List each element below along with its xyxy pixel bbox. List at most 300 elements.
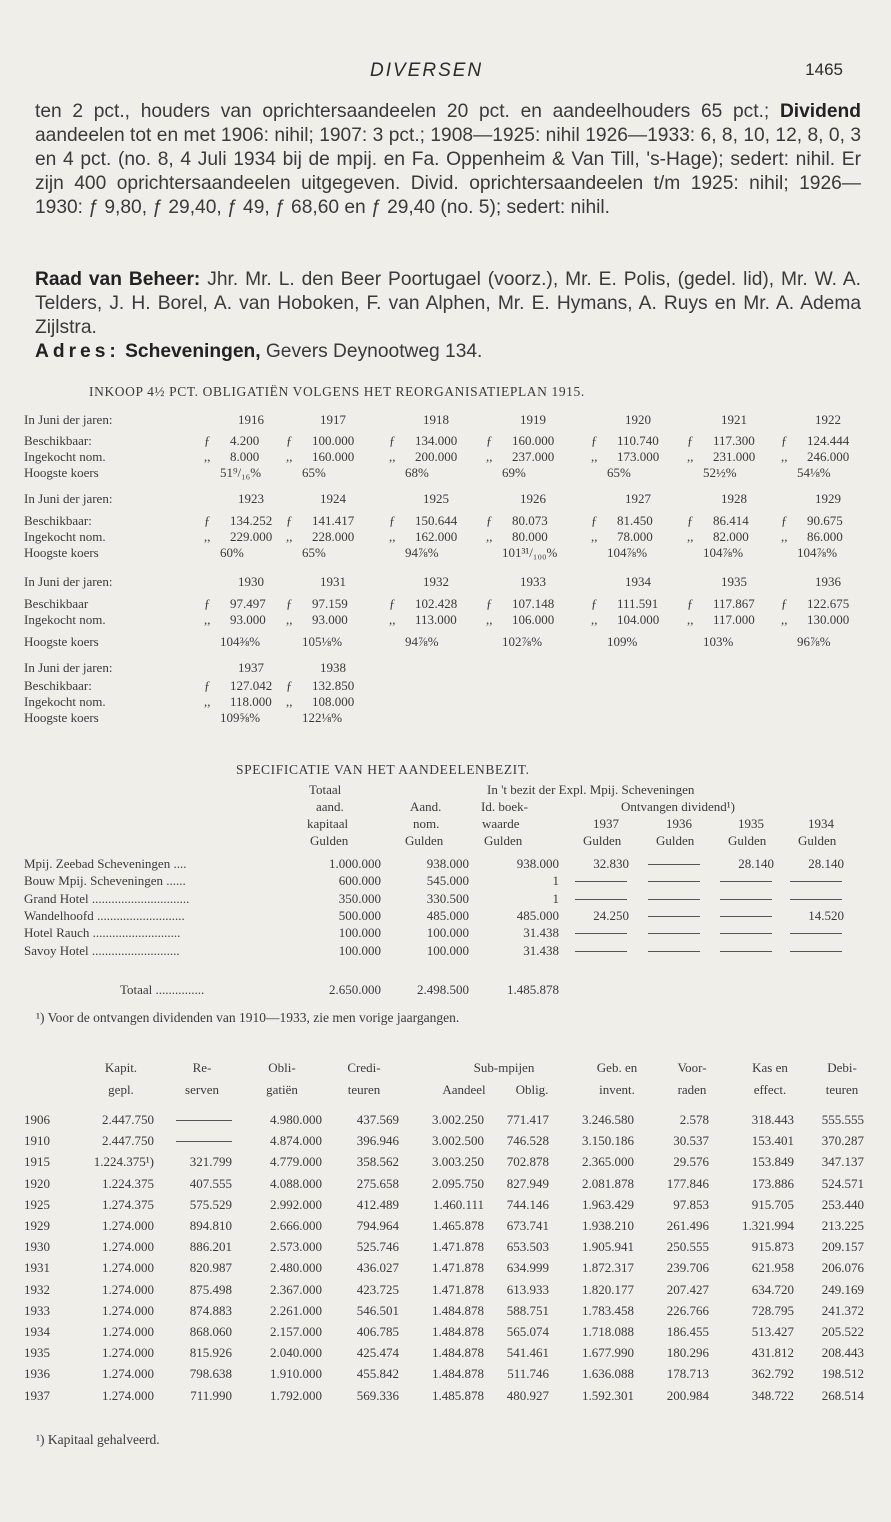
value-cell — [389, 545, 439, 561]
value-text: 127.042 — [230, 678, 273, 693]
balance-row — [24, 1176, 869, 1193]
value-text: 228.000 — [312, 529, 355, 544]
cell-value: 406.785 — [356, 1324, 399, 1339]
year-cell: 1917 — [320, 412, 346, 427]
year-cell: 1935 — [721, 574, 747, 589]
currency-prefix: ,, — [591, 612, 598, 627]
year-row — [24, 491, 869, 507]
year-cell: 1924 — [320, 491, 346, 506]
cell-value: 613.933 — [506, 1282, 549, 1297]
year-row — [24, 412, 869, 428]
cell-value: 455.842 — [356, 1366, 399, 1381]
cell-value: 318.443 — [751, 1112, 794, 1127]
cell-value: 2.261.000 — [270, 1303, 322, 1318]
col-header: invent. — [599, 1082, 635, 1097]
value-text: 113.000 — [415, 612, 457, 627]
currency-prefix: ƒ — [204, 596, 211, 611]
value-cell — [781, 449, 849, 465]
row-year: 1936 — [24, 1366, 50, 1381]
cell-value: 588.751 — [506, 1303, 549, 1318]
cell-value: 321.799 — [189, 1154, 232, 1169]
cell-value: 894.810 — [189, 1218, 232, 1233]
book-value: 31.438 — [523, 925, 559, 940]
kapitaal-value: 350.000 — [338, 891, 381, 906]
cell-value: 746.528 — [506, 1133, 549, 1148]
cell-value: 711.990 — [190, 1388, 232, 1403]
cell-value: 868.060 — [189, 1324, 232, 1339]
spec-row — [24, 925, 869, 941]
year-cell: 1928 — [721, 491, 747, 506]
year-cell: 1921 — [721, 412, 747, 427]
col-header: Sub-mpijen — [473, 1060, 535, 1075]
adres-text: Gevers Deynootweg 134. — [260, 341, 483, 362]
empty-dash — [648, 864, 700, 865]
col-header: gatiën — [266, 1082, 298, 1097]
col-header: effect. — [753, 1082, 787, 1097]
row-label: Ingekocht nom. — [24, 449, 106, 464]
cell-value: 874.883 — [189, 1303, 232, 1318]
cell-value: 1.484.878 — [432, 1345, 484, 1360]
cell-value: 29.576 — [673, 1154, 709, 1169]
cell-value: 1.321.994 — [742, 1218, 794, 1233]
value-text: 141.417 — [312, 513, 355, 528]
value-cell — [486, 449, 554, 465]
value-text: 51⁹/₁₆% — [220, 465, 262, 480]
cell-value: 1.471.878 — [432, 1282, 484, 1297]
dividend-label: Dividend — [779, 101, 861, 122]
page-number: 1465 — [805, 60, 843, 79]
spec-footnote: ¹) Voor de ontvangen dividenden van 1910—1933, zie men vorige jaargangen. — [36, 1010, 460, 1025]
value-cell — [781, 612, 849, 628]
year-cell: 1920 — [625, 412, 651, 427]
cell-value: 886.201 — [189, 1239, 232, 1254]
empty-dash — [720, 916, 772, 917]
value-cell — [486, 529, 548, 545]
value-text: 80.000 — [512, 529, 548, 544]
cell-value: 915.873 — [751, 1239, 794, 1254]
cell-value: 815.926 — [189, 1345, 232, 1360]
cell-value: 798.638 — [189, 1366, 232, 1381]
value-text: 78.000 — [617, 529, 653, 544]
col-header: gepl. — [108, 1082, 134, 1097]
hdr-gulden: Gulden — [484, 833, 523, 848]
nominal-value: 938.000 — [426, 856, 469, 871]
currency-prefix: ƒ — [286, 513, 293, 528]
empty-dash — [720, 933, 772, 934]
row-year: 1931 — [24, 1260, 50, 1275]
year-cell: 1927 — [625, 491, 651, 506]
empty-dash — [648, 951, 700, 952]
row-label: Ingekocht nom. — [24, 612, 106, 627]
value-cell — [486, 465, 526, 481]
intro-line: ten 2 pct., houders van oprichtersaandeelen 20 pct. en aandeelhouders 65 pct.; — [35, 101, 770, 122]
value-cell — [687, 529, 749, 545]
cell-value: 275.658 — [356, 1176, 399, 1191]
value-cell — [486, 596, 554, 612]
currency-prefix: ,, — [389, 449, 396, 464]
value-cell — [204, 545, 244, 561]
cell-value: 4.980.000 — [270, 1112, 322, 1127]
col-header: Debi- — [827, 1060, 857, 1075]
cell-value: 207.427 — [666, 1282, 709, 1297]
dividend-value: 32.830 — [593, 856, 629, 871]
cell-value: 673.741 — [506, 1218, 549, 1233]
spec-total-row — [24, 982, 869, 998]
div-year: 1934 — [808, 816, 834, 831]
nominal-value: 330.500 — [426, 891, 469, 906]
cell-value: 4.088.000 — [270, 1176, 322, 1191]
year-cell: 1929 — [815, 491, 841, 506]
cell-value: 250.555 — [666, 1239, 709, 1254]
total-label: Totaal ............... — [120, 982, 205, 997]
hdr-inbezit: In 't bezit der Expl. Mpij. Scheveningen — [487, 782, 695, 797]
row-label: Beschikbaar — [24, 596, 89, 611]
cell-value: 180.296 — [666, 1345, 709, 1360]
value-text: 94⅞% — [405, 634, 439, 649]
div-year: 1935 — [738, 816, 764, 831]
company-name: Wandelhoofd ........................... — [24, 908, 185, 923]
cell-value: 875.498 — [189, 1282, 232, 1297]
inkoop-row — [24, 634, 869, 650]
value-text: 97.159 — [312, 596, 348, 611]
cell-value: 1.783.458 — [582, 1303, 634, 1318]
cell-value: 239.706 — [666, 1260, 709, 1275]
value-cell — [591, 449, 659, 465]
value-text: 69% — [502, 465, 526, 480]
hdr-aand: aand. — [316, 799, 344, 814]
year-cell: 1934 — [625, 574, 651, 589]
dividend-value: 28.140 — [738, 856, 774, 871]
value-cell — [286, 612, 348, 628]
value-cell — [204, 529, 272, 545]
cell-value: 1.274.000 — [102, 1260, 154, 1275]
company-name: Hotel Rauch ........................... — [24, 925, 181, 940]
value-cell — [687, 433, 755, 449]
row-year: 1920 — [24, 1176, 50, 1191]
value-text: 4.200 — [230, 433, 260, 448]
value-cell — [486, 513, 548, 529]
total-kapitaal: 2.650.000 — [329, 982, 381, 997]
value-cell — [781, 465, 831, 481]
spec-title: SPECIFICATIE VAN HET AANDEELENBEZIT. — [236, 762, 530, 777]
col-header: Obli- — [268, 1060, 296, 1075]
nominal-value: 100.000 — [426, 925, 469, 940]
value-text: 162.000 — [415, 529, 458, 544]
row-label: Beschikbaar: — [24, 433, 92, 448]
cell-value: 1.274.000 — [102, 1303, 154, 1318]
currency-prefix: ƒ — [781, 513, 788, 528]
value-text: 108.000 — [312, 694, 355, 709]
value-cell — [389, 513, 457, 529]
value-text: 94⅞% — [405, 545, 439, 560]
value-cell — [687, 612, 755, 628]
cell-value: 728.795 — [751, 1303, 794, 1318]
cell-value: 569.336 — [356, 1388, 399, 1403]
book-value: 31.438 — [523, 943, 559, 958]
col-header: Voor- — [677, 1060, 707, 1075]
row-label: Ingekocht nom. — [24, 529, 106, 544]
year-cell: 1930 — [238, 574, 264, 589]
value-cell — [781, 529, 843, 545]
empty-dash — [575, 899, 627, 900]
currency-prefix: ƒ — [591, 596, 598, 611]
value-cell — [389, 596, 457, 612]
value-text: 118.000 — [230, 694, 272, 709]
cell-value: 4.779.000 — [270, 1154, 322, 1169]
balance-row — [24, 1239, 869, 1256]
col-header: Re- — [192, 1060, 212, 1075]
cell-value: 396.946 — [356, 1133, 399, 1148]
year-cell: 1936 — [815, 574, 841, 589]
currency-prefix: ƒ — [781, 596, 788, 611]
raad-label: Raad van Beheer: — [35, 269, 201, 290]
cell-value: 1.274.000 — [102, 1324, 154, 1339]
value-cell — [591, 545, 647, 561]
row-year: 1932 — [24, 1282, 50, 1297]
value-text: 173.000 — [617, 449, 660, 464]
row-year: 1915 — [24, 1154, 50, 1169]
currency-prefix: ,, — [204, 449, 211, 464]
cell-value: 178.713 — [666, 1366, 709, 1381]
cell-value: 653.503 — [506, 1239, 549, 1254]
currency-prefix: ,, — [687, 612, 694, 627]
currency-prefix: ƒ — [591, 513, 598, 528]
col-header: serven — [185, 1082, 219, 1097]
value-text: 52½% — [703, 465, 737, 480]
cell-value: 1.484.878 — [432, 1366, 484, 1381]
cell-value: 30.537 — [673, 1133, 709, 1148]
year-row — [24, 574, 869, 590]
inkoop-row — [24, 545, 869, 561]
nominal-value: 100.000 — [426, 943, 469, 958]
value-cell — [486, 545, 557, 561]
currency-prefix: ,, — [486, 612, 493, 627]
value-text: 96⅞% — [797, 634, 831, 649]
row-label: In Juni der jaren: — [24, 491, 113, 506]
currency-prefix: ,, — [591, 529, 598, 544]
kapitaal-value: 100.000 — [338, 925, 381, 940]
page-header — [0, 60, 891, 84]
cell-value: 1.872.317 — [582, 1260, 634, 1275]
adres-paragraph — [35, 340, 861, 364]
row-label: Ingekocht nom. — [24, 694, 106, 709]
value-cell — [286, 545, 326, 561]
balance-row — [24, 1154, 869, 1171]
hdr-gulden: Gulden — [310, 833, 349, 848]
cell-value: 2.666.000 — [270, 1218, 322, 1233]
cell-value: 213.225 — [821, 1218, 864, 1233]
value-cell — [781, 433, 849, 449]
value-text: 102.428 — [415, 596, 458, 611]
currency-prefix: ,, — [781, 612, 788, 627]
value-text: 117.867 — [713, 596, 755, 611]
row-label: In Juni der jaren: — [24, 412, 113, 427]
value-cell — [389, 634, 439, 650]
row-year: 1925 — [24, 1197, 50, 1212]
cell-value: 1.820.177 — [582, 1282, 634, 1297]
balance-footnote: ¹) Kapitaal gehalveerd. — [36, 1432, 160, 1447]
value-cell — [591, 529, 653, 545]
row-label: In Juni der jaren: — [24, 660, 113, 675]
cell-value: 1.636.088 — [582, 1366, 634, 1381]
cell-value: 3.002.500 — [432, 1133, 484, 1148]
year-cell: 1937 — [238, 660, 264, 675]
cell-value: 208.443 — [821, 1345, 864, 1360]
total-book: 1.485.878 — [507, 982, 559, 997]
year-cell: 1926 — [520, 491, 546, 506]
value-text: 200.000 — [415, 449, 458, 464]
company-name: Bouw Mpij. Scheveningen ...... — [24, 873, 186, 888]
cell-value: 412.489 — [356, 1197, 399, 1212]
value-text: 104⅜% — [220, 634, 261, 649]
value-cell — [286, 634, 342, 650]
year-cell: 1916 — [238, 412, 264, 427]
cell-value: 153.849 — [751, 1154, 794, 1169]
col-header: Kapit. — [104, 1060, 138, 1075]
intro-paragraph — [35, 100, 861, 220]
cell-value: 1.274.000 — [102, 1239, 154, 1254]
cell-value: 200.984 — [666, 1388, 709, 1403]
cell-value: 546.501 — [356, 1303, 399, 1318]
kapitaal-value: 500.000 — [338, 908, 381, 923]
hdr-ontvangen: Ontvangen dividend¹) — [621, 799, 736, 814]
currency-prefix: ,, — [389, 612, 396, 627]
value-text: 8.000 — [230, 449, 260, 464]
value-cell — [486, 634, 542, 650]
cell-value: 524.571 — [821, 1176, 864, 1191]
cell-value: 2.447.750 — [102, 1133, 154, 1148]
balance-row — [24, 1388, 869, 1405]
cell-value: 2.040.000 — [270, 1345, 322, 1360]
cell-value: 249.169 — [821, 1282, 864, 1297]
col-header: Kas en — [752, 1060, 788, 1075]
cell-value: 565.074 — [506, 1324, 549, 1339]
spec-row — [24, 873, 869, 889]
raad-text: Jhr. Mr. L. den Beer Poortugael (voorz.), Mr. E. Polis, (gedel. lid), Mr. W. A. Telders, J. H. Borel, A. van Hoboken, F. van Alphen, Mr. E. Hymans, A. Ruys en Mr. A. Adema Zijlstra. — [35, 269, 862, 338]
value-text: 107.148 — [512, 596, 555, 611]
cell-value: 362.792 — [751, 1366, 794, 1381]
value-text: 104⅞% — [607, 545, 648, 560]
value-text: 97.497 — [230, 596, 266, 611]
value-cell — [486, 433, 554, 449]
currency-prefix: ,, — [591, 449, 598, 464]
dividend-value: 24.250 — [593, 908, 629, 923]
value-text: 102⅞% — [502, 634, 543, 649]
currency-prefix: ƒ — [286, 596, 293, 611]
cell-value: 513.427 — [751, 1324, 794, 1339]
empty-dash — [720, 899, 772, 900]
year-cell: 1933 — [520, 574, 546, 589]
dividend-value: 14.520 — [808, 908, 844, 923]
cell-value: 2.480.000 — [270, 1260, 322, 1275]
value-cell — [687, 513, 749, 529]
year-cell: 1931 — [320, 574, 346, 589]
cell-value: 511.746 — [507, 1366, 549, 1381]
row-year: 1934 — [24, 1324, 50, 1339]
currency-prefix: ƒ — [204, 513, 211, 528]
balance-row — [24, 1366, 869, 1383]
inkoop-row — [24, 449, 869, 465]
hdr-kapitaal: kapitaal — [307, 816, 349, 831]
row-year: 1935 — [24, 1345, 50, 1360]
value-text: 65% — [302, 545, 326, 560]
value-cell — [591, 465, 631, 481]
empty-dash — [648, 916, 700, 917]
cell-value: 1.274.000 — [102, 1282, 154, 1297]
value-cell — [591, 596, 658, 612]
cell-value: 541.461 — [506, 1345, 549, 1360]
cell-value: 1.274.375 — [102, 1197, 154, 1212]
currency-prefix: ,, — [781, 449, 788, 464]
balance-row — [24, 1303, 869, 1320]
value-text: 117.000 — [713, 612, 755, 627]
value-text: 104⅞% — [797, 545, 838, 560]
row-label: In Juni der jaren: — [24, 574, 113, 589]
cell-value: 97.853 — [673, 1197, 709, 1212]
spec-row — [24, 943, 869, 959]
cell-value: 621.958 — [751, 1260, 794, 1275]
year-cell: 1923 — [238, 491, 264, 506]
company-name: Mpij. Zeebad Scheveningen .... — [24, 856, 187, 871]
value-cell — [781, 545, 837, 561]
value-text: 101³¹/₁₀₀% — [502, 545, 558, 560]
company-name: Savoy Hotel ........................... — [24, 943, 180, 958]
empty-dash — [648, 881, 700, 882]
value-text: 104⅞% — [703, 545, 744, 560]
cell-value: 1.485.878 — [432, 1388, 484, 1403]
currency-prefix: ƒ — [781, 433, 788, 448]
col-header: Oblig. — [515, 1082, 549, 1097]
cell-value: 2.992.000 — [270, 1197, 322, 1212]
value-text: 134.000 — [415, 433, 458, 448]
currency-prefix: ƒ — [204, 678, 211, 693]
value-cell — [204, 449, 259, 465]
cell-value: 437.569 — [356, 1112, 399, 1127]
value-text: 80.073 — [512, 513, 548, 528]
value-cell — [591, 634, 637, 650]
value-cell — [204, 694, 272, 710]
cell-value: 209.157 — [821, 1239, 864, 1254]
row-year: 1929 — [24, 1218, 50, 1233]
inkoop-row — [24, 433, 869, 449]
value-cell — [286, 449, 354, 465]
cell-value: 1.677.990 — [582, 1345, 634, 1360]
value-text: 122⅛% — [302, 710, 343, 725]
value-cell — [204, 612, 266, 628]
cell-value: 820.987 — [189, 1260, 232, 1275]
value-cell — [286, 513, 354, 529]
empty-dash — [648, 899, 700, 900]
currency-prefix: ƒ — [389, 596, 396, 611]
cell-value: 173.886 — [751, 1176, 794, 1191]
value-cell — [204, 634, 260, 650]
value-text: 100.000 — [312, 433, 355, 448]
cell-value: 1.224.375¹) — [93, 1154, 154, 1169]
value-cell — [687, 545, 743, 561]
value-cell — [389, 465, 429, 481]
currency-prefix: ,, — [486, 529, 493, 544]
raad-paragraph — [35, 268, 861, 340]
cell-value: 2.081.878 — [582, 1176, 634, 1191]
currency-prefix: ƒ — [687, 596, 694, 611]
currency-prefix: ƒ — [591, 433, 598, 448]
value-text: 93.000 — [230, 612, 266, 627]
currency-prefix: ,, — [286, 449, 293, 464]
value-text: 134.252 — [230, 513, 273, 528]
value-cell — [204, 513, 272, 529]
cell-value: 2.095.750 — [432, 1176, 484, 1191]
value-cell — [687, 465, 737, 481]
